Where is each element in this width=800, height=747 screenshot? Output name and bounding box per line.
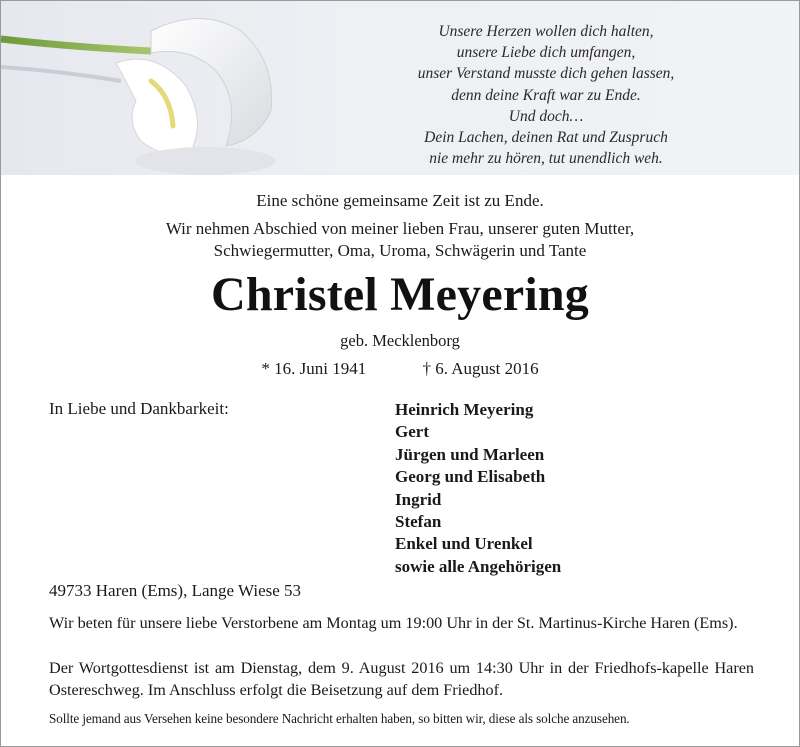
poem-line: unser Verstand musste dich gehen lassen, — [417, 65, 675, 83]
poem-line: denn deine Kraft war zu Ende. — [451, 86, 641, 104]
mourner-name: Gert — [395, 422, 429, 442]
mourner-name: Ingrid — [395, 489, 442, 509]
poem-line: unsere Liebe dich umfangen, — [456, 44, 636, 62]
service-paragraph: Der Wortgottesdienst ist am Dienstag, dem 9. August 2016 um 14:30 Uhr in der Friedhofs-kapelle Haren Ostereschweg. Im Anschluss erfolgt die Beisetzung auf dem Friedhof. — [49, 659, 754, 699]
mourner-name: Jürgen und Marleen — [395, 444, 545, 464]
header-band — [1, 1, 799, 175]
death-date: † 6. August 2016 — [422, 359, 539, 378]
farewell-line: Schwiegermutter, Oma, Uroma, Schwägerin und Tante — [213, 241, 587, 260]
farewell-text — [1, 218, 799, 262]
mourner-name: Heinrich Meyering — [395, 400, 534, 419]
mourner-name: Georg und Elisabeth — [395, 467, 546, 487]
address: 49733 Haren (Ems), Lange Wiese 53 — [49, 581, 302, 600]
poem — [331, 21, 761, 169]
mourners-list — [395, 399, 561, 578]
poem-line: nie mehr zu hören, tut unendlich weh. — [429, 150, 663, 168]
mourner-name: Stefan — [395, 512, 442, 532]
poem-line: Unsere Herzen wollen dich halten, — [438, 23, 654, 40]
calla-lily-flower-image — [1, 1, 301, 175]
maiden-name: geb. Mecklenborg — [340, 331, 460, 350]
poem-line: Dein Lachen, deinen Rat und Zuspruch — [424, 129, 668, 147]
farewell-line: Wir nehmen Abschied von meiner lieben Frau, unserer guten Mutter, — [165, 219, 635, 238]
mourner-name: Enkel und Urenkel — [395, 534, 533, 554]
birth-date: * 16. Juni 1941 — [261, 359, 367, 378]
poem-line: Und doch… — [508, 107, 584, 125]
thanks-label: In Liebe und Dankbarkeit: — [49, 399, 229, 418]
life-dates — [1, 359, 799, 379]
deceased-name: Christel Meyering — [211, 268, 589, 321]
footnote: Sollte jemand aus Versehen keine besondere Nachricht erhalten haben, so bitten wir, diese als solche anzusehen. — [49, 711, 630, 726]
intro-line: Eine schöne gemeinsame Zeit ist zu Ende. — [256, 191, 544, 210]
prayer-paragraph: Wir beten für unsere liebe Verstorbene am Montag um 19:00 Uhr in der St. Martinus-Kirche Haren (Ems). — [49, 614, 738, 632]
mourner-name: sowie alle Angehörigen — [395, 556, 562, 576]
